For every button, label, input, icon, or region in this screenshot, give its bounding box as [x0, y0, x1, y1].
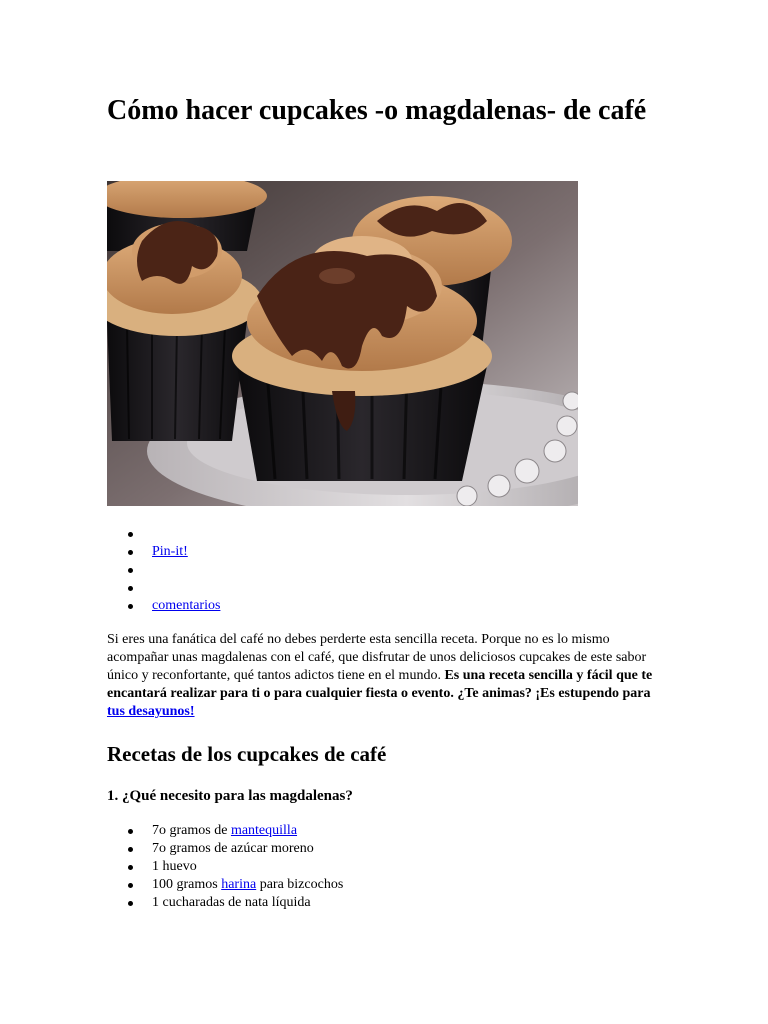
ingredient-item: [107, 876, 343, 894]
share-item-empty: [107, 561, 220, 579]
intro-paragraph: [107, 631, 667, 721]
ingredient-item: [107, 840, 343, 858]
ingredient-text: 100 gramos: [152, 877, 222, 892]
ingredient-text: 7o gramos de: [152, 823, 231, 838]
sub-heading: 1. ¿Qué necesito para las magdalenas?: [107, 788, 353, 804]
pin-it-link[interactable]: Pin-it!: [152, 544, 188, 559]
intro-text: Si eres una fanática del café no debes perderte esta sencilla receta. Porque no es lo mismo acompañar unas magdalenas con el café, que disfrutar de unos deliciosos cupcakes de este sabor único y reconfortante, qué tantos adictos tiene en el mundo.: [107, 632, 647, 683]
comments-link[interactable]: comentarios: [152, 598, 221, 613]
section-heading: Recetas de los cupcakes de café: [107, 742, 387, 766]
harina-link[interactable]: harina: [221, 877, 257, 892]
ingredient-item: [107, 894, 343, 912]
share-list: [107, 525, 220, 615]
ingredient-item: [107, 822, 343, 840]
ingredient-text: 7o gramos de azúcar moreno: [152, 841, 314, 856]
intro-bold-text: Es una receta sencilla y fácil que te encantará realizar para ti o para cualquier fiesta o evento. ¿Te animas? ¡Es estupendo para: [107, 668, 653, 701]
mantequilla-link[interactable]: mantequilla: [230, 823, 298, 838]
cupcakes-photo: [107, 181, 578, 506]
ingredient-text: 1 cucharadas de nata líquida: [152, 895, 311, 910]
ingredient-text: 1 huevo: [152, 859, 197, 874]
ingredients-list: [107, 822, 343, 912]
share-item-pin: [107, 543, 220, 561]
desayunos-link[interactable]: tus desayunos!: [107, 704, 195, 719]
share-item-comments: [107, 597, 220, 615]
share-item-empty: [107, 525, 220, 543]
ingredient-text-after: para bizcochos: [256, 877, 344, 892]
ingredient-item: [107, 858, 343, 876]
page-title: Cómo hacer cupcakes -o magdalenas- de café: [107, 95, 647, 126]
share-item-empty: [107, 579, 220, 597]
